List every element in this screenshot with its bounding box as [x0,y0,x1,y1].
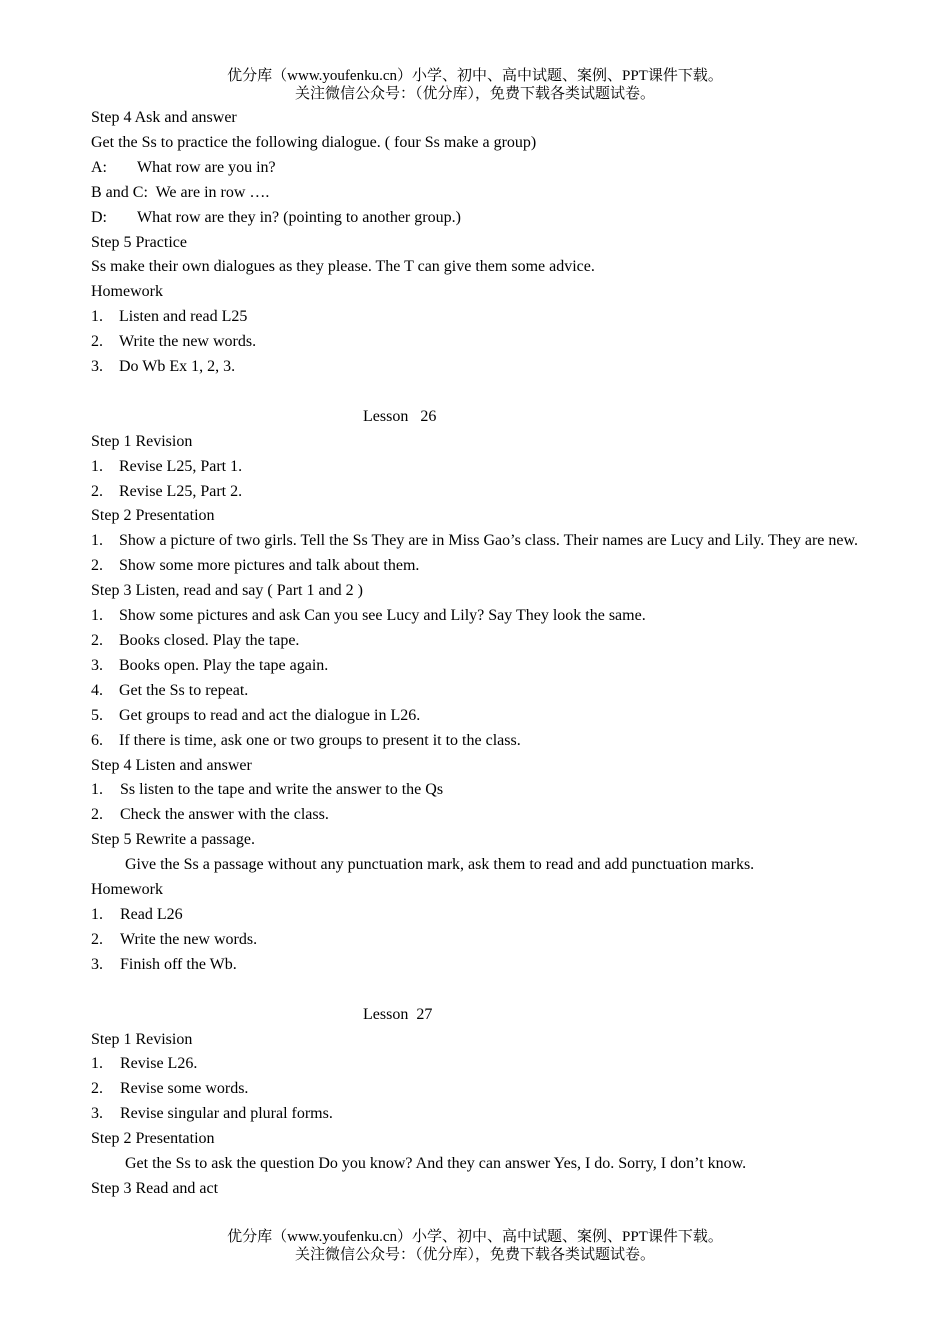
list-text: Get the Ss to repeat. [119,681,249,699]
list-item [91,554,861,579]
header-line-1: 优分库（www.youfenku.cn）小学、初中、高中试题、案例、PPT课件下载。 [227,68,723,84]
paragraph: Give the Ss a passage without any punctuation mark, ask them to read and add punctuation marks. [125,856,755,874]
document-body [91,106,861,1202]
list-item [91,1102,861,1127]
step-heading: Step 4 Listen and answer [91,756,252,774]
list-item [91,1077,861,1102]
list-number: 3. [91,1105,103,1123]
step-heading: Step 3 Listen, read and say ( Part 1 and 2 ) [91,582,363,600]
list-item [91,778,861,803]
list-text: Write the new words. [120,930,258,948]
list-item [91,928,861,953]
list-number: 6. [91,731,103,749]
list-item [91,604,861,629]
list-text: Show some more pictures and talk about them. [119,557,420,575]
dialogue-speaker: B and C: [91,183,148,201]
list-text: Revise singular and plural forms. [120,1105,333,1123]
dialogue-line [91,156,861,181]
list-number: 2. [91,632,103,650]
homework-heading: Homework [91,881,163,899]
list-text: Revise some words. [120,1080,249,1098]
list-number: 1. [91,781,103,799]
paragraph: Get the Ss to practice the following dialogue. ( four Ss make a group) [91,133,537,151]
paragraph: Ss make their own dialogues as they please. The T can give them some advice. [91,258,595,276]
list-number: 1. [91,457,103,475]
list-number: 3. [91,955,103,973]
list-number: 2. [91,557,103,575]
step-heading: Step 1 Revision [91,432,193,450]
list-text: Books open. Play the tape again. [119,656,329,674]
list-item [91,529,861,554]
page-footer [0,1228,950,1264]
step-heading: Step 2 Presentation [91,507,215,525]
dialogue-line [91,181,861,206]
list-text: Books closed. Play the tape. [119,632,300,650]
lesson-title: Lesson 26 [363,407,437,425]
list-text: Show a picture of two girls. Tell the Ss They are in Miss Gao’s class. Their names are Lucy and Lily. They are new. [119,532,858,550]
list-item [91,903,861,928]
footer-line-2: 关注微信公众号：（优分库），免费下载各类试题试卷。 [294,1247,655,1263]
step-heading: Step 4 Ask and answer [91,109,237,126]
list-item [91,355,861,380]
step-heading: Step 3 Read and act [91,1179,219,1197]
list-number: 4. [91,681,103,699]
list-text: If there is time, ask one or two groups to present it to the class. [119,731,521,749]
step-heading: Step 1 Revision [91,1030,193,1048]
paragraph: Get the Ss to ask the question Do you know? And they can answer Yes, I do. Sorry, I don’t know. [125,1155,747,1173]
list-number: 2. [91,333,103,351]
header-line-2: 关注微信公众号：（优分库），免费下载各类试题试卷。 [294,86,655,102]
dialogue-speaker: A: [91,158,107,176]
list-item [91,679,861,704]
list-number: 1. [91,1055,103,1073]
dialogue-speaker: D: [91,208,107,226]
step-heading: Step 5 Practice [91,233,187,251]
list-number: 2. [91,806,103,824]
list-text: Check the answer with the class. [120,806,329,824]
list-number: 5. [91,706,103,724]
list-item [91,803,861,828]
list-number: 3. [91,656,103,674]
page-header [0,67,950,103]
lesson-title: Lesson 27 [363,1005,433,1023]
list-item [91,654,861,679]
list-text: Revise L25, Part 1. [119,457,243,475]
list-text: Write the new words. [119,333,257,351]
list-number: 1. [91,905,103,923]
list-item [91,305,861,330]
dialogue-text: What row are they in? (pointing to another group.) [137,208,461,226]
list-number: 2. [91,482,103,500]
list-text: Revise L25, Part 2. [119,482,243,500]
list-item [91,455,861,480]
homework-heading: Homework [91,283,163,301]
list-number: 2. [91,930,103,948]
list-item [91,729,861,754]
list-text: Finish off the Wb. [120,955,237,973]
footer-line-1: 优分库（www.youfenku.cn）小学、初中、高中试题、案例、PPT课件下载。 [227,1229,723,1245]
list-text: Show some pictures and ask Can you see Lucy and Lily? Say They look the same. [119,607,646,625]
spacer [91,380,861,405]
list-item [91,953,861,978]
list-number: 1. [91,532,103,550]
list-text: Get groups to read and act the dialogue in L26. [119,706,421,724]
list-item [91,704,861,729]
list-item [91,330,861,355]
list-text: Do Wb Ex 1, 2, 3. [119,358,236,376]
list-text: Read L26 [120,905,183,923]
list-text: Revise L26. [120,1055,198,1073]
list-text: Ss listen to the tape and write the answer to the Qs [120,781,444,799]
step-heading: Step 5 Rewrite a passage. [91,831,255,849]
dialogue-line [91,206,861,231]
list-item [91,629,861,654]
list-number: 2. [91,1080,103,1098]
list-item [91,1052,861,1077]
list-number: 1. [91,308,103,326]
dialogue-text: We are in row …. [155,183,270,201]
list-number: 1. [91,607,103,625]
list-number: 3. [91,358,103,376]
list-item [91,480,861,505]
list-text: Listen and read L25 [119,308,248,326]
step-heading: Step 2 Presentation [91,1130,215,1148]
spacer [91,978,861,1003]
dialogue-text: What row are you in? [137,158,276,176]
